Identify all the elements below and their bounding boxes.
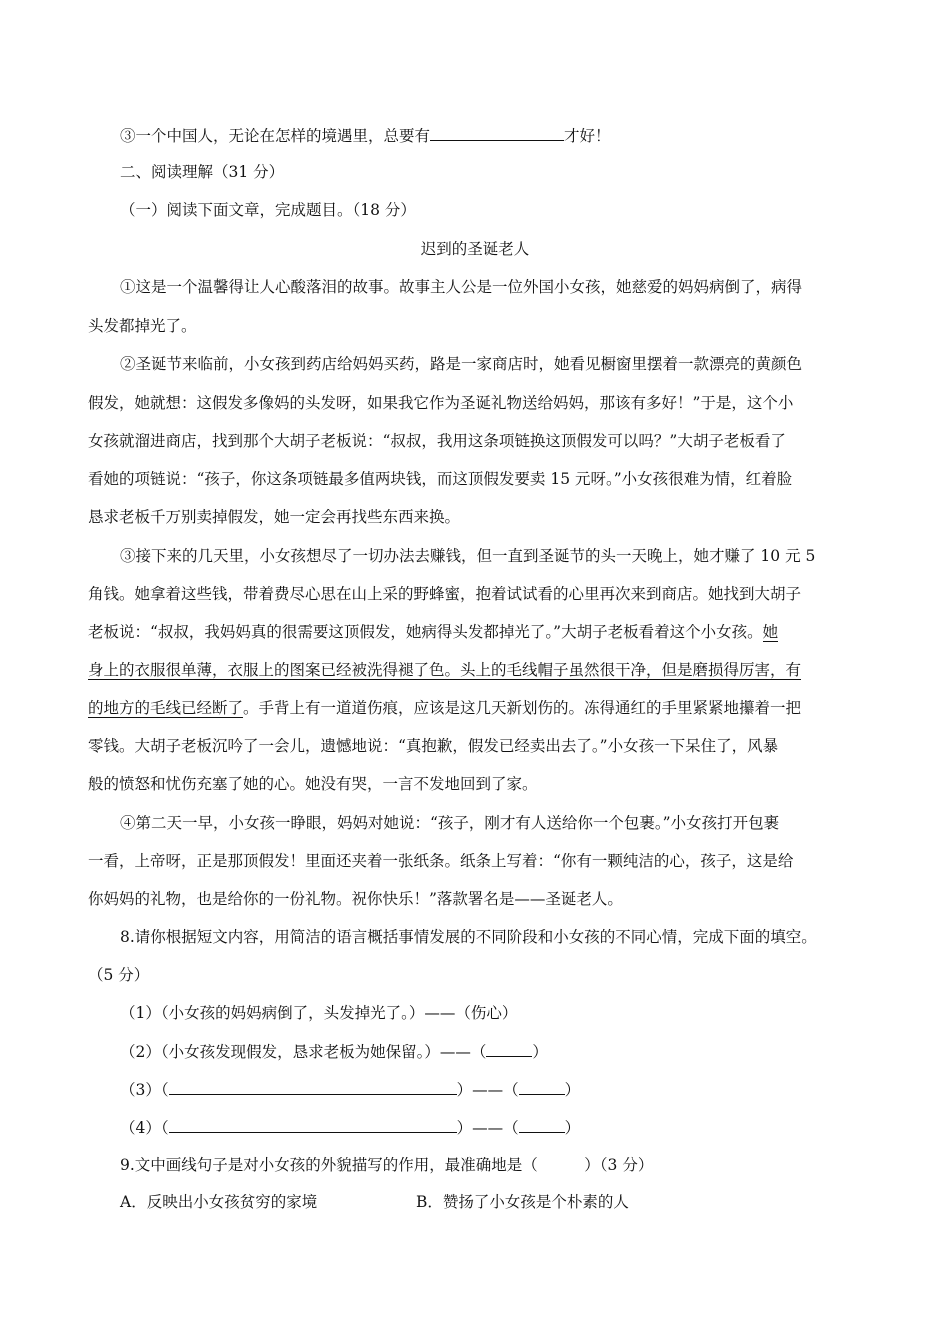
part-heading: （一）阅读下面文章，完成题目。（18 分） [120,201,416,219]
question-9-option-a[interactable]: A．反映出小女孩贫穷的家境 [120,1193,318,1211]
question-8-stem: 8.请你根据短文内容，用简洁的语言概括事情发展的不同阶段和小女孩的不同心情，完成下面的填空。 [120,928,817,946]
mood-blank[interactable] [519,1116,565,1133]
mood-blank[interactable] [486,1040,532,1057]
paragraph-3-line-1: ③接下来的几天里，小女孩想尽了一切办法去赚钱，但一直到圣诞节的头一天晚上，她才赚了 10 元 5 [120,547,816,565]
fill-blank-question-3 [120,124,611,147]
article-title: 迟到的圣诞老人 [420,240,530,258]
paragraph-1-line-1: ①这是一个温馨得让人心酸落泪的故事。故事主人公是一位外国小女孩，她慈爱的妈妈病倒了，病得 [120,278,803,296]
question-suffix: 才好！ [564,127,611,145]
item-close: ） [564,1119,581,1137]
question-text: ③一个中国人，无论在怎样的境遇里，总要有 [120,127,431,145]
item-close: ） [532,1043,548,1061]
mood-blank[interactable] [519,1078,565,1095]
paragraph-3-line-2: 角钱。她拿着这些钱，带着费尽心思在山上采的野蜂蜜，抱着试试看的心里再次来到商店。她找到大胡子 [88,585,802,603]
paragraph-4-line-2: 一看，上帝呀，正是那顶假发！里面还夹着一张纸条。纸条上写着：“你有一颗纯洁的心，孩子，这是给 [88,852,794,870]
item-middle: ）——（ [456,1081,519,1099]
item-open: （3）（ [120,1081,169,1099]
plain-text: 老板说：“叔叔，我妈妈真的很需要这顶假发，她病得头发都掉光了。”大胡子老板看着这个小女孩。 [88,623,763,641]
underlined-sentence: 的地方的毛线已经断了 [88,699,244,717]
paragraph-2-line-1: ②圣诞节来临前，小女孩到药店给妈妈买药，路是一家商店时，她看见橱窗里摆着一款漂亮的黄颜色 [120,355,803,373]
paragraph-3-line-5 [88,697,801,719]
question-9-stem: 9.文中画线句子是对小女孩的外貌描写的作用，最准确地是（ ）（3 分） [120,1156,654,1174]
paragraph-3-line-6: 零钱。大胡子老板沉吟了一会儿，遗憾地说：“真抱歉，假发已经卖出去了。”小女孩一下呆住了，风暴 [88,737,779,755]
paragraph-2-line-2: 假发，她就想：这假发多像妈的头发呀，如果我它作为圣诞礼物送给妈妈，那该有多好！”于是，这个小 [88,394,794,412]
paragraph-3-line-7: 般的愤怒和忧伤充塞了她的心。她没有哭，一言不发地回到了家。 [88,775,538,793]
event-blank[interactable] [169,1078,457,1095]
item-text: （2）（小女孩发现假发，恳求老板为她保留。）——（ [120,1043,487,1061]
event-blank[interactable] [169,1116,457,1133]
item-open: （4）（ [120,1119,169,1137]
paragraph-2-line-3: 女孩就溜进商店，找到那个大胡子老板说：“叔叔，我用这条项链换这顶假发可以吗？”大胡子老板看了 [88,432,786,450]
paragraph-2-line-5: 恳求老板千万别卖掉假发，她一定会再找些东西来换。 [88,508,461,526]
question-8-item-1: （1）（小女孩的妈妈病倒了，头发掉光了。）——（伤心） [120,1004,518,1022]
question-8-item-3 [120,1078,580,1101]
item-close: ） [564,1081,581,1099]
question-8-item-2 [120,1040,548,1063]
question-8-item-4 [120,1116,580,1139]
paragraph-3-line-3 [88,621,778,643]
answer-blank[interactable] [430,124,564,141]
question-9-option-b[interactable]: B．赞扬了小女孩是个朴素的人 [416,1193,629,1211]
section-heading: 二、阅读理解（31 分） [120,163,285,181]
paragraph-2-line-4: 看她的项链说：“孩子，你这条项链最多值两块钱，而这顶假发要卖 15 元呀。”小女孩很难为情，红着脸 [88,470,793,488]
plain-text: 。手背上有一道道伤痕，应该是这几天新划伤的。冻得通红的手里紧紧地攥着一把 [243,699,802,717]
item-middle: ）——（ [456,1119,519,1137]
paragraph-4-line-3: 你妈妈的礼物，也是给你的一份礼物。祝你快乐！”落款署名是——圣诞老人。 [88,890,623,908]
underlined-sentence: 身上的衣服很单薄，衣服上的图案已经被洗得褪了色。头上的毛线帽子虽然很干净，但是磨损得厉害，有 [88,661,802,679]
paragraph-1-line-2: 头发都掉光了。 [88,317,197,335]
paragraph-4-line-1: ④第二天一早，小女孩一睁眼，妈妈对她说：“孩子，刚才有人送给你一个包裹。”小女孩打开包裹 [120,814,780,832]
question-8-score: （5 分） [88,966,150,984]
underlined-sentence: 她 [762,623,779,641]
paragraph-3-line-4 [88,659,801,681]
